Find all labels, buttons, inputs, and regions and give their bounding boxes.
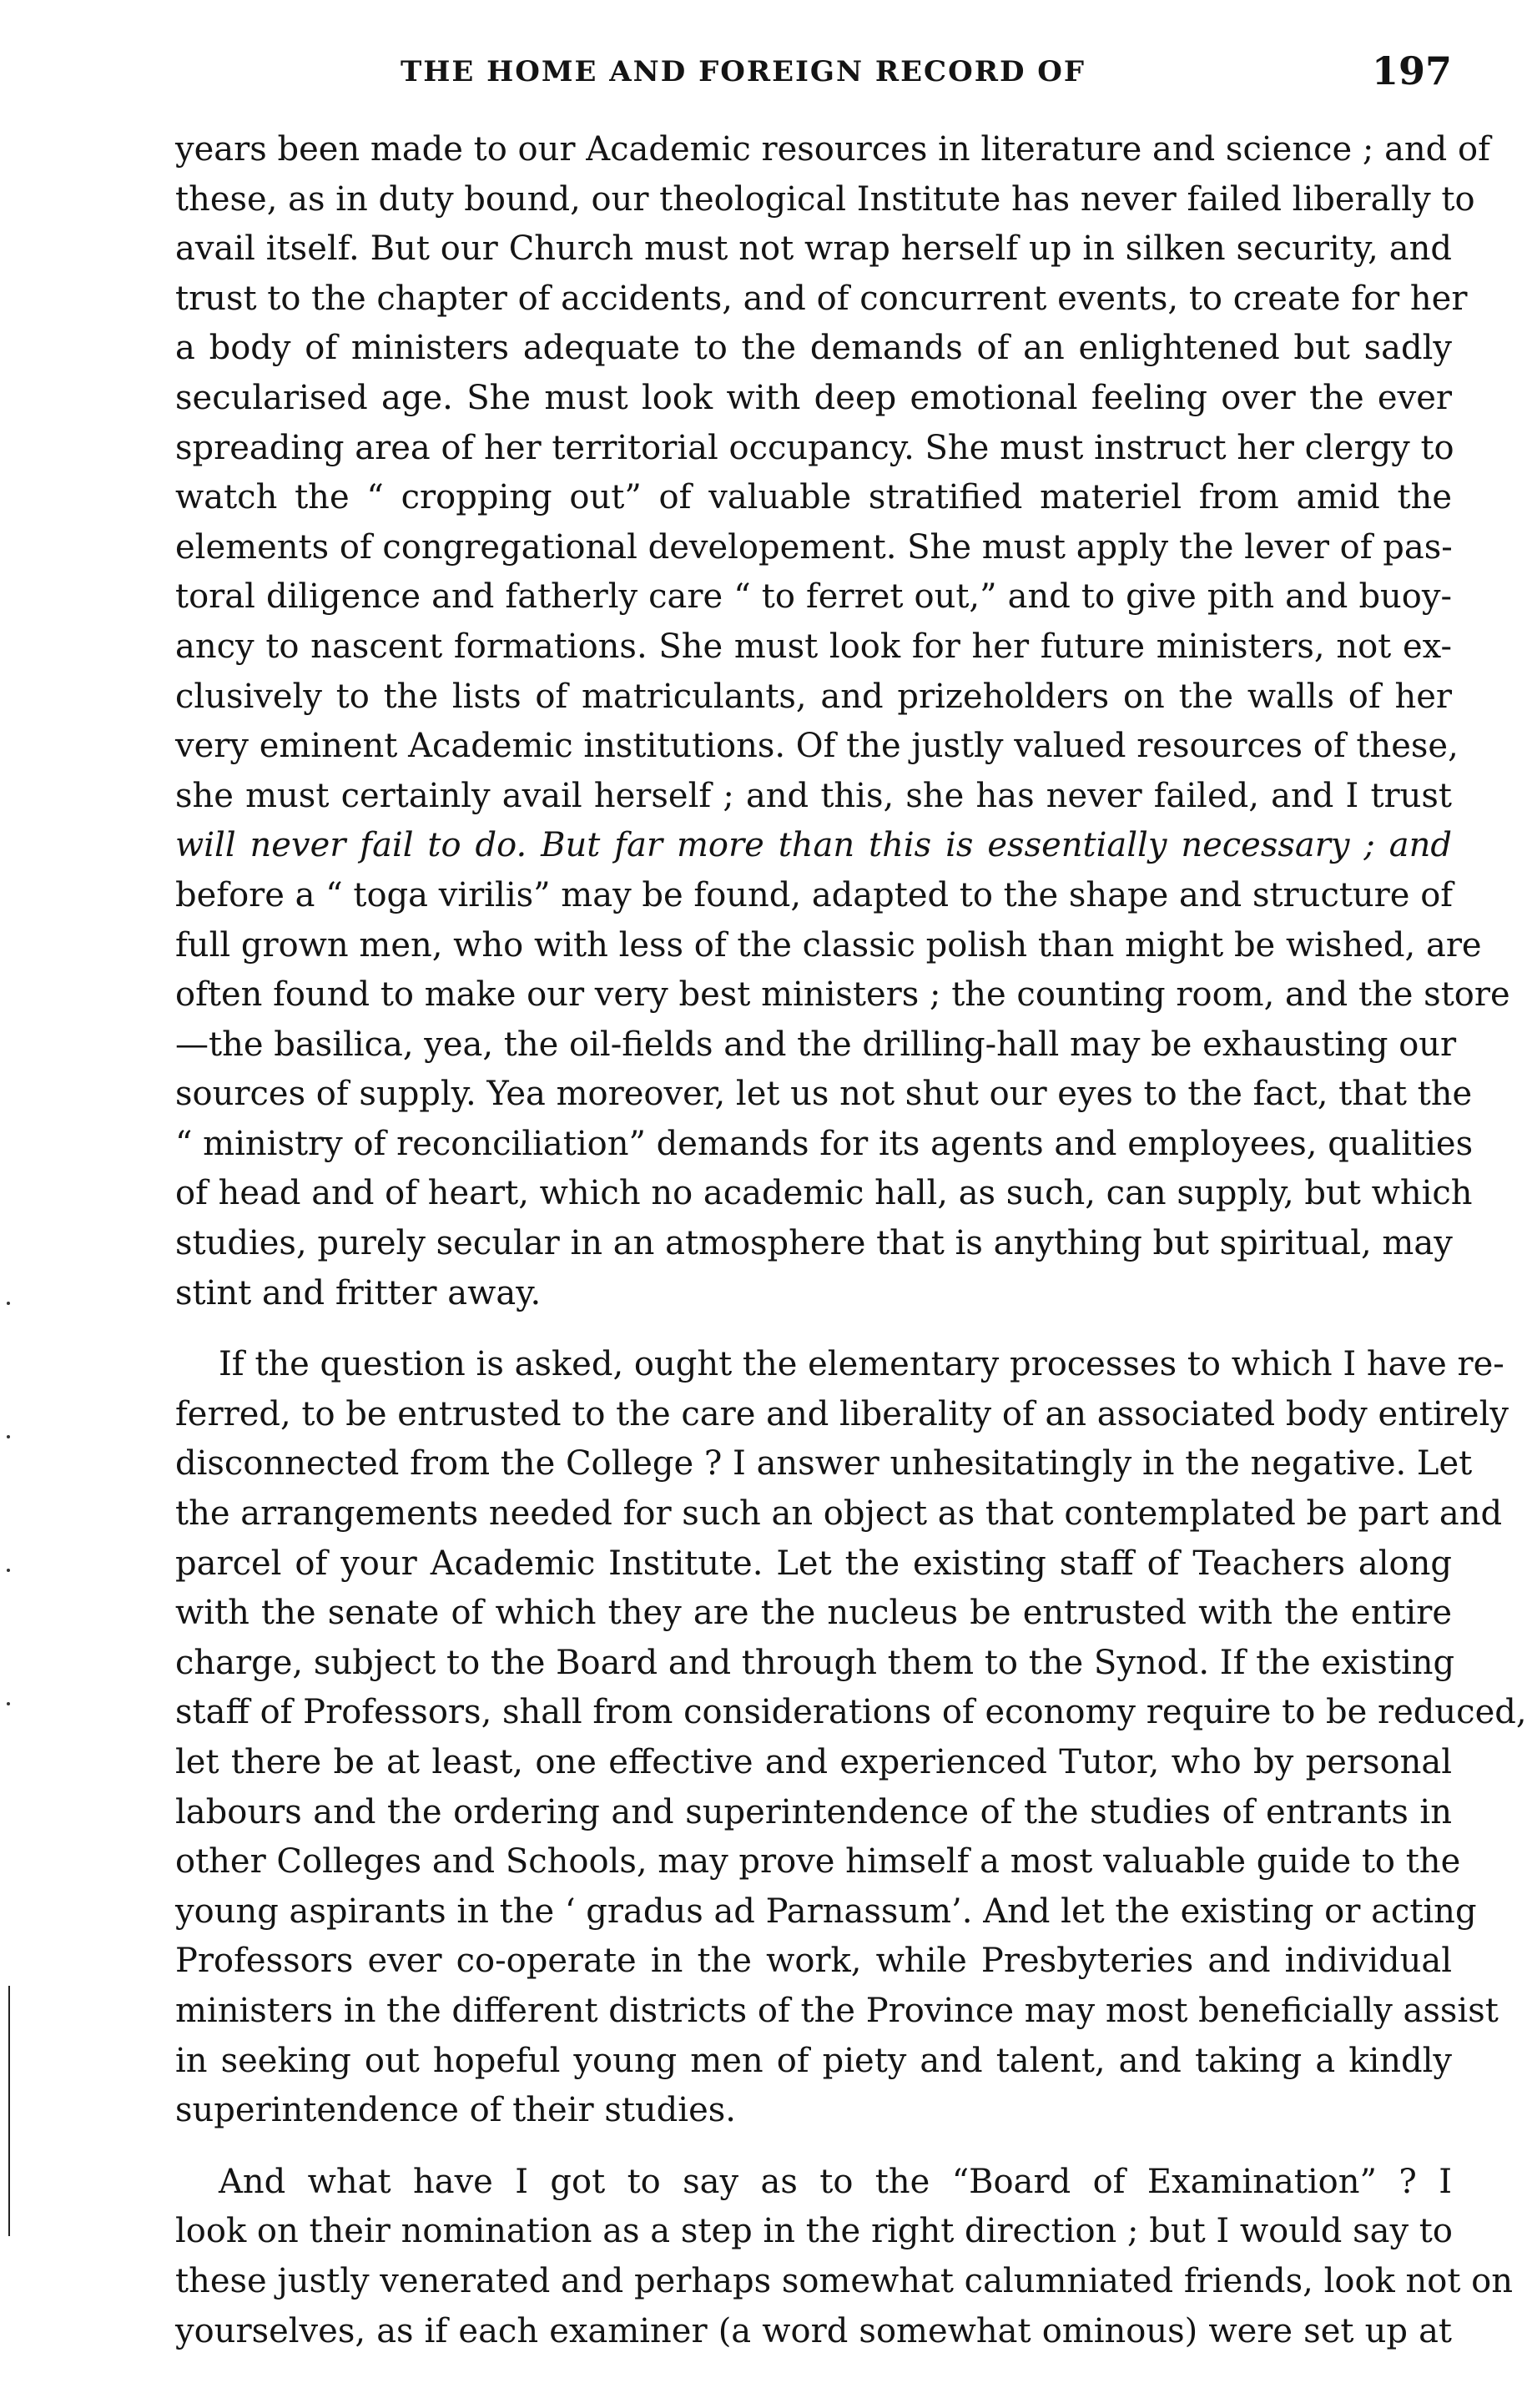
scan-margin-dot xyxy=(7,1569,10,1572)
text-line: charge, subject to the Board and through them to the Synod. If the existing xyxy=(175,1643,1455,1682)
text-line: before a “ toga virilis” may be found, adapted to the shape and structure of xyxy=(175,875,1454,914)
text-line: often found to make our very best ministers ; the counting room, and the store xyxy=(175,975,1510,1015)
text-line: sources of supply. Yea moreover, let us not shut our eyes to the fact, that the xyxy=(175,1075,1473,1114)
scan-margin-dot xyxy=(7,1435,10,1438)
page-number: 197 xyxy=(1371,48,1452,93)
text-line: If the question is asked, ought the elementary processes to which I have re- xyxy=(219,1345,1504,1384)
text-line: the arrangements needed for such an object as that contemplated be part and xyxy=(175,1494,1503,1534)
text-line: look on their nomination as a step in the right direction ; but I would say to xyxy=(175,2212,1453,2251)
text-line: of head and of heart, which no academic hall, as such, can supply, but which xyxy=(175,1174,1473,1213)
text-line: stint and fritter away. xyxy=(175,1273,542,1312)
text-line: will never fail to do. But far more than this is essentially necessary ; and xyxy=(175,826,1452,865)
text-line: disconnected from the College ? I answer unhesitatingly in the negative. Let xyxy=(175,1444,1473,1484)
text-line: clusively to the lists of matriculants, and prizeholders on the walls of her xyxy=(175,677,1452,716)
text-line: ministers in the different districts of the Province may most beneficially assist xyxy=(175,1991,1499,2030)
text-line: avail itself. But our Church must not wrap herself up in silken security, and xyxy=(175,229,1452,269)
scan-margin-line xyxy=(8,1986,10,2236)
text-line: very eminent Academic institutions. Of the justly valued resources of these, xyxy=(175,727,1459,766)
text-line: superintendence of their studies. xyxy=(175,2091,736,2130)
paragraph-1 xyxy=(175,125,1510,1318)
text-line: staff of Professors, shall from considerations of economy require to be reduced, xyxy=(175,1693,1527,1732)
paragraph-3 xyxy=(175,2158,1513,2356)
text-line: watch the “ cropping out” of valuable stratified materiel from amid the xyxy=(175,478,1452,517)
text-line: a body of ministers adequate to the demands of an enlightened but sadly xyxy=(175,329,1452,368)
text-line: “ ministry of reconciliation” demands for its agents and employees, qualities xyxy=(175,1124,1474,1163)
text-line: let there be at least, one effective and experienced Tutor, who by personal xyxy=(175,1743,1452,1781)
text-line: And what have I got to say as to the “Board of Examination” ? I xyxy=(219,2162,1452,2201)
scan-margin-dot xyxy=(7,1702,10,1705)
paragraph-2 xyxy=(175,1340,1527,2136)
text-line: in seeking out hopeful young men of piety and talent, and taking a kindly xyxy=(175,2041,1452,2080)
text-line: ancy to nascent formations. She must look for her future ministers, not ex- xyxy=(175,627,1452,666)
text-line: full grown men, who with less of the classic polish than might be wished, are xyxy=(175,925,1482,965)
text-line: ferred, to be entrusted to the care and liberality of an associated body entirely xyxy=(175,1394,1509,1433)
text-line: years been made to our Academic resources in literature and science ; and of xyxy=(175,130,1490,169)
text-line: trust to the chapter of accidents, and of concurrent events, to create for her xyxy=(175,279,1468,318)
text-line: parcel of your Academic Institute. Let the existing staff of Teachers along xyxy=(175,1544,1452,1583)
text-line: with the senate of which they are the nucleus be entrusted with the entire xyxy=(175,1594,1452,1633)
page-header xyxy=(167,48,1452,98)
text-line: these, as in duty bound, our theological Institute has never failed liberally to xyxy=(175,179,1475,219)
text-line: studies, purely secular in an atmosphere that is anything but spiritual, may xyxy=(175,1224,1453,1263)
text-line: spreading area of her territorial occupancy. She must instruct her clergy to xyxy=(175,428,1454,467)
text-line: these justly venerated and perhaps somewhat calumniated friends, look not on xyxy=(175,2261,1513,2300)
text-line: —the basilica, yea, the oil-fields and the drilling-hall may be exhausting our xyxy=(175,1025,1457,1064)
text-line: labours and the ordering and superintendence of the studies of entrants in xyxy=(175,1792,1452,1831)
scan-margin-dot xyxy=(7,1302,10,1305)
text-line: elements of congregational developement. She must apply the lever of pas- xyxy=(175,527,1453,567)
text-line: secularised age. She must look with deep emotional feeling over the ever xyxy=(175,378,1452,417)
article-body xyxy=(175,125,1527,2356)
running-title: THE HOME AND FOREIGN RECORD OF xyxy=(401,55,1086,88)
text-line: yourselves, as if each examiner (a word somewhat ominous) were set up at xyxy=(175,2311,1452,2350)
text-line: young aspirants in the ‘ gradus ad Parnassum’. And let the existing or acting xyxy=(175,1892,1477,1931)
text-line: she must certainly avail herself ; and this, she has never failed, and I trust xyxy=(175,776,1452,815)
text-line: other Colleges and Schools, may prove himself a most valuable guide to the xyxy=(175,1842,1461,1882)
text-line: toral diligence and fatherly care “ to ferret out,” and to give pith and buoy- xyxy=(175,577,1452,617)
text-line: Professors ever co-operate in the work, while Presbyteries and individual xyxy=(175,1942,1452,1981)
